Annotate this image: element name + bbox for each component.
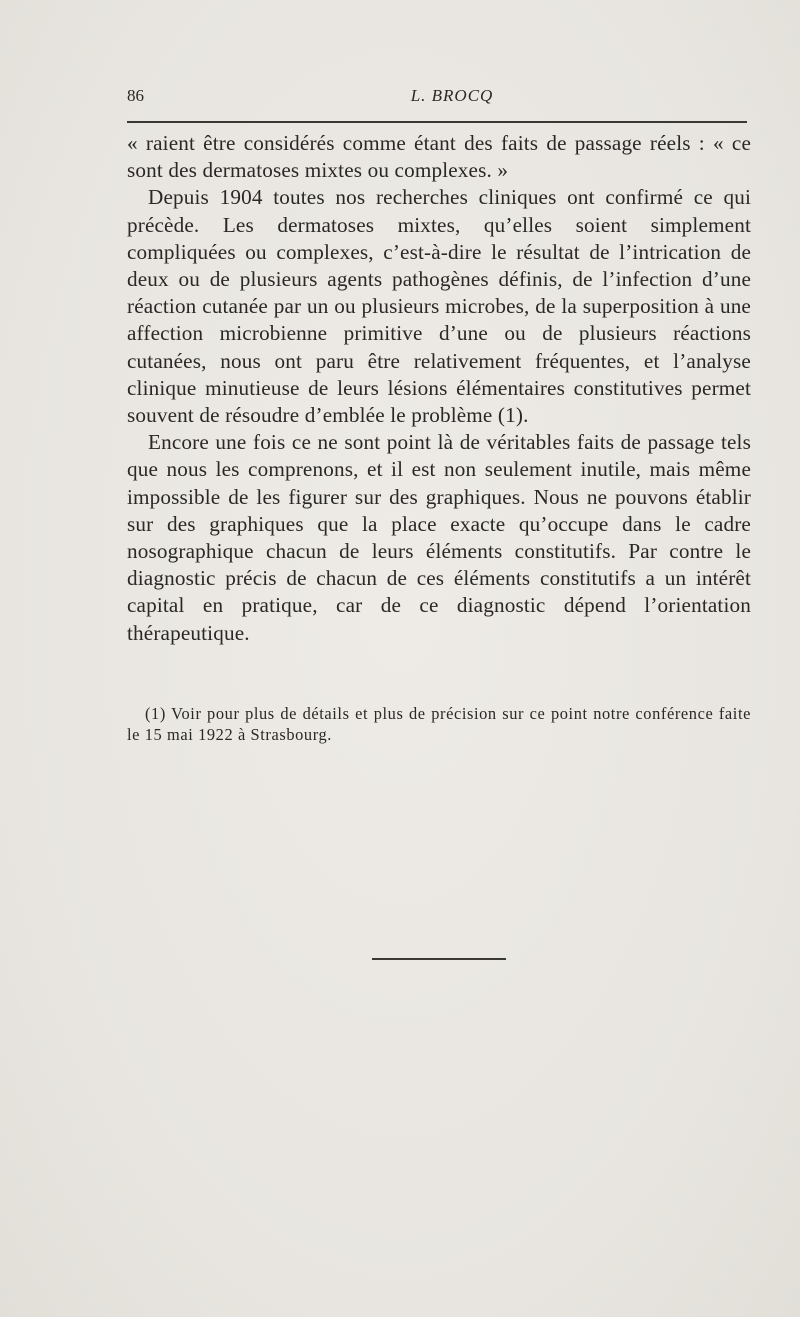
- footnote: [127, 703, 751, 745]
- header-rule: [127, 121, 747, 123]
- paragraph-continuation: « raient être considérés comme étant des faits de passage réels : « ce sont des dermatoses mixtes ou complexes. »: [127, 131, 751, 183]
- end-of-text-rule: [372, 958, 506, 960]
- paragraph-depuis-1904: Depuis 1904 toutes nos recherches cliniques ont confirmé ce qui précède. Les dermatoses mixtes, qu’elles soient simplement compliquées ou complexes, c’est-à-dire le résultat de l’intrication de deux ou de plusieurs agents pathogènes définis, de l’infection d’une réaction cutanée par un ou plusieurs microbes, de la superposition à une affection microbienne primitive d’une ou de plusieurs réactions cutanées, nous ont paru être relativement fréquentes, et l’analyse clinique minutieuse de leurs lésions élémentaires constitutives permet souvent de résoudre d’emblée le problème (1).: [127, 185, 751, 428]
- page-number: 86: [127, 86, 144, 105]
- page-header: [127, 86, 747, 112]
- running-title: L. BROCQ: [410, 86, 494, 105]
- body-text: [127, 130, 751, 647]
- paragraph-encore-une-fois: Encore une fois ce ne sont point là de véritables faits de passage tels que nous les comprenons, et il est non seulement inutile, mais même impossible de les figurer sur des graphiques. Nous ne pouvons établir sur des graphiques que la place exacte qu’occupe dans le cadre nosographique chacun de leurs éléments constitutifs. Par contre le diagnostic précis de chacun de ces éléments constitutifs a un intérêt capital en pratique, car de ce diagnostic dépend l’orientation thérapeutique.: [127, 430, 751, 645]
- footnote-text: (1) Voir pour plus de détails et plus de précision sur ce point notre conférence faite le 15 mai 1922 à Strasbourg.: [127, 704, 751, 744]
